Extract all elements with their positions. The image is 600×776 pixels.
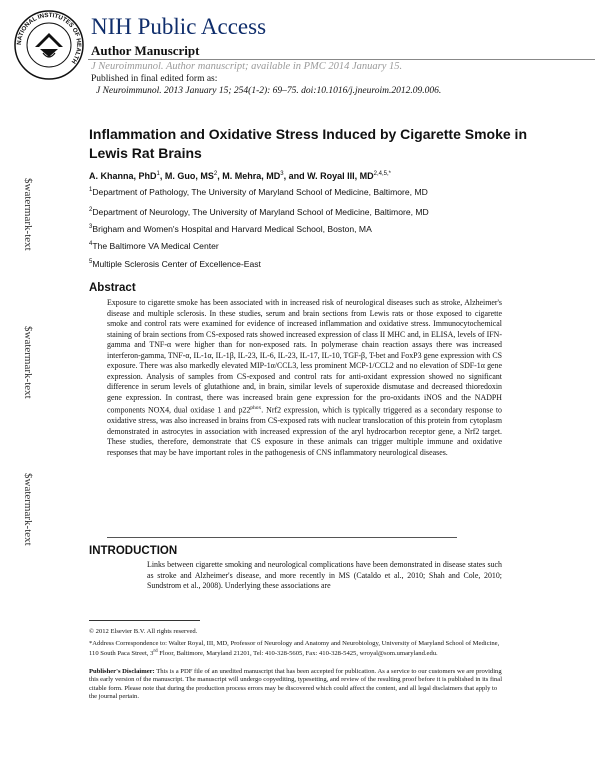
affiliation [89,241,219,251]
section-heading: INTRODUCTION [89,545,178,557]
author-sup: 2 [213,171,218,177]
copyright-note: © 2012 Elsevier B.V. All rights reserved. [89,628,198,635]
affiliation-num: 3 [89,224,93,231]
correspondence-text: *Address Correspondence to: Walter Royal, III, MD, Professor of Neurology and Anatomy and Neurobiology, University of Maryland School of Medicine, 110 South Paca Street, 3 [89,640,500,658]
author-sup: 3 [280,171,284,177]
logo-ring-text: NATIONAL INSTITUTES OF HEALTH [15,11,83,65]
affiliation [89,187,428,197]
publisher-disclaimer [89,668,504,702]
abstract-body: Exposure to cigarette smoke has been associated with in increased risk of neurological diseases such as stroke, Alzheimer's disease and multiple sclerosis. In these studies, serum and brain sections from Lewis rats or those exposed to cigarette smoke and control rats were examined for evidence of increased inflammation and oxidative stress. Immunocytochemical staining of brain sections from CS-exposed rats showed increased expression of class II MHC and, in ELISA, levels of IFN-gamma and TNF-α were higher than for non-exposed rats. In polymerase chain reaction assays there was increased interferon-gamma, TNF-α, IL-1α, IL-1β, IL-23, IL-6, IL-23, IL-17, IL-10, TGF-β, T-bet and FoxP3 gene expression with CS exposure. There was also markedly elevated MIP-1α/CCL3, less prominent MCP-1/CCL2 and no elevation of SDF-1α gene expression. Analysis of samples from CS-exposed and control rats for anti-oxidant expression showed no significant difference in serum levels of glutathione and, in brain, similar levels of superoxide dismutase and decreased thioredoxin gene expression. In contrast, there was increased brain gene expression for the pro-oxidants iNOS and the NADPH components NOX4, dual oxidase 1 and p22 [107,298,502,415]
affiliation-text: Multiple Sclerosis Center of Excellence-East [92,259,261,269]
affiliation-num: 1 [89,187,93,194]
correspondence-note [89,640,504,659]
author-list: A. Khanna, PhD$^1$, M. Guo, $MS^2$, M. Mehra, $MD^3$, and W. Royal III, $MD^{2,4,5,*}$ [89,171,391,181]
affiliation-text: Brigham and Women's Hospital and Harvard Medical School, Boston, MA [92,224,372,234]
page-title: NIH Public Access [91,14,267,39]
author-name: M. Guo, MS [164,171,214,181]
affiliation-num: 5 [89,259,93,266]
watermark: $watermark-text [22,326,34,399]
affiliation [89,259,261,269]
author-name: W. Royal III, MD [307,171,374,181]
affiliation-text: Department of Pathology, The University of Maryland School of Medicine, Baltimore, MD [92,187,428,197]
abstract-body-end: . Nrf2 expression, which is typically triggered as a secondary response to oxidative stress, was also increased in brains from CS-exposed rats with nuclear translocation of this protein from cytoplasm demonstrated in astrocytes in association with increased expression of the aryl hydrocarbon receptor gene, a Nrf2 target. These studies, therefore, demonstrate that CS exposure in these animals can trigger multiple immune and oxidative responses that may be have important roles in the pathogenesis of CNS inflammatory neurological diseases. [107,405,502,457]
disclaimer-text: This is a PDF file of an unedited manuscript that has been accepted for publication. As a service to our customers we are providing this early version of the manuscript. The manuscript will undergo copyediting, typesetting, and review of the resulting proof before it is published in its final citable form. Please note that during the production process errors may be discovered which could affect the content, and all legal disclaimers that apply to the journal pertain. [89,668,503,701]
nih-logo [13,9,85,81]
manuscript-label: Author Manuscript [91,43,200,58]
affiliation [89,207,429,217]
published-label: Published in final edited form as: [91,74,218,84]
affiliation [89,224,372,234]
abstract-text [107,298,502,458]
author-sup: 2,4,5,* [373,171,391,177]
article-title: Inflammation and Oxidative Stress Induced by Cigarette Smoke in Lewis Rat Brains [89,126,527,161]
watermark: $watermark-text [22,473,34,546]
affiliation-num: 2 [89,207,93,214]
abstract-heading: Abstract [89,282,136,294]
citation-link[interactable]: J Neuroimmunol. 2013 January 15; 254(1-2): 69–75. doi:10.1016/j.jneuroim.2012.09.006. [96,86,442,96]
author-name: M. Mehra, MD [222,171,281,181]
availability-note: J Neuroimmunol. Author manuscript; available in PMC 2014 January 15. [91,61,403,72]
affiliation-num: 4 [89,241,93,248]
header-divider [88,59,595,60]
correspondence-sup: rd [153,649,158,655]
affiliation-text: The Baltimore VA Medical Center [92,241,219,251]
author-name: A. Khanna, PhD [89,171,157,181]
abstract-sup: phox [250,405,262,411]
correspondence-text-end: Floor, Baltimore, Maryland 21201, Tel: 410-328-5605, Fax: 410-328-5425, wroyal@som.umaryland.edu. [157,650,438,658]
affiliation-text: Department of Neurology, The University of Maryland School of Medicine, Baltimore, MD [92,207,429,217]
disclaimer-label: Publisher's Disclaimer: [89,668,155,675]
intro-paragraph: Links between cigarette smoking and neurological complications have been demonstrated in disease states such as stroke and Alzheimer's disease, and more recently in MS (Cataldo et al., 2010; Shah and Cole, 2010; Sundstrom et al., 2008). Underlying these associations are [147,560,502,591]
abstract-divider [107,537,457,538]
author-sup: 1 [156,171,160,177]
watermark: $watermark-text [22,178,34,251]
footnote-divider [89,620,200,621]
